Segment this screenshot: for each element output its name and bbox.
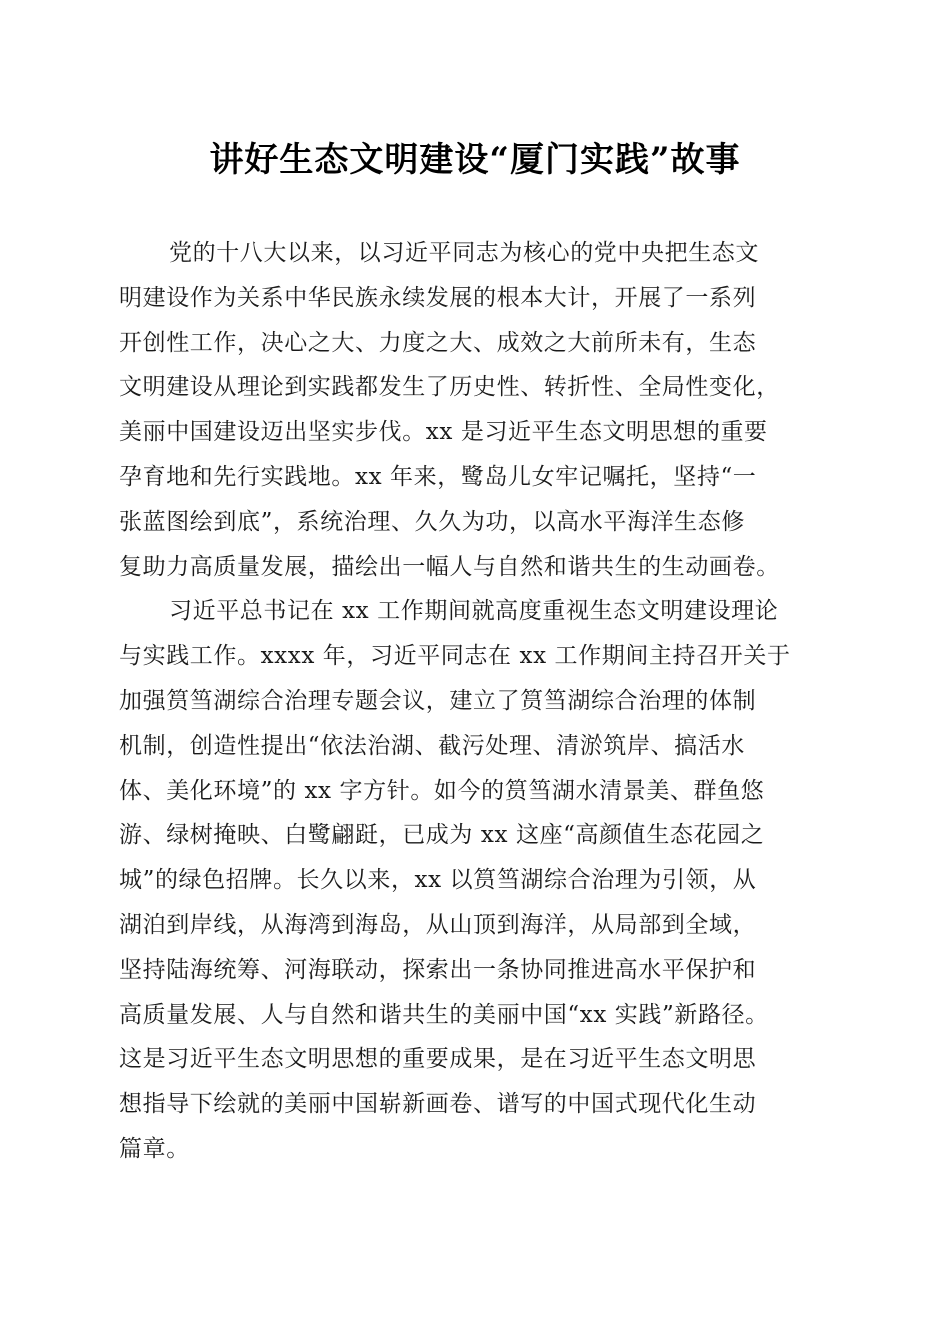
paragraph-line: 坚持陆海统筹、河海联动，探索出一条协同推进高水平保护和 [119,956,757,983]
paragraph-line: 文明建设从理论到实践都发生了历史性、转折性、全局性变化， [119,374,780,401]
paragraph-line: 孕育地和先行实践地。xx 年来，鹭岛儿女牢记嘱托，坚持“一 [119,463,757,490]
paragraph-line: 想指导下绘就的美丽中国崭新画卷、谱写的中国式现代化生动 [119,1091,757,1118]
document-body [119,231,839,1172]
paragraph-line: 篇章。 [119,1135,190,1162]
paragraph-line: 习近平总书记在 xx 工作期间就高度重视生态文明建设理论 [169,598,779,625]
paragraph-line: 湖泊到岸线，从海湾到海岛，从山顶到海洋，从局部到全域， [119,911,757,938]
paragraph-line: 高质量发展、人与自然和谐共生的美丽中国“xx 实践”新路径。 [119,1001,769,1028]
paragraph-line: 美丽中国建设迈出坚实步伐。xx 是习近平生态文明思想的重要 [119,419,768,446]
paragraph-line: 机制，创造性提出“依法治湖、截污处理、清淤筑岸、搞活水 [119,732,745,759]
paragraph-line: 复助力高质量发展，描绘出一幅人与自然和谐共生的生动画卷。 [119,553,780,580]
paragraph-1 [119,231,839,589]
paragraph-line: 城”的绿色招牌。长久以来，xx 以筼筜湖综合治理为引领，从 [119,867,757,894]
paragraph-line: 张蓝图绘到底”，系统治理、久久为功，以高水平海洋生态修 [119,508,745,535]
paragraph-2 [119,589,839,1171]
paragraph-line: 加强筼筜湖综合治理专题会议，建立了筼筜湖综合治理的体制 [119,687,757,714]
paragraph-line: 党的十八大以来，以习近平同志为核心的党中央把生态文 [169,240,759,266]
paragraph-line: 游、绿树掩映、白鹭翩跹，已成为 xx 这座“高颜值生态花园之 [119,822,765,849]
paragraph-line: 明建设作为关系中华民族永续发展的根本大计，开展了一系列 [119,284,757,311]
paragraph-line: 与实践工作。xxxx 年，习近平同志在 xx 工作期间主持召开关于 [119,643,791,670]
paragraph-line: 体、美化环境”的 xx 字方针。如今的筼筜湖水清景美、群鱼悠 [119,777,765,804]
paragraph-line: 这是习近平生态文明思想的重要成果，是在习近平生态文明思 [119,1046,757,1073]
paragraph-line: 开创性工作，决心之大、力度之大、成效之大前所未有，生态 [119,329,757,356]
document-title: 讲好生态文明建设“厦门实践”故事 [209,140,741,180]
